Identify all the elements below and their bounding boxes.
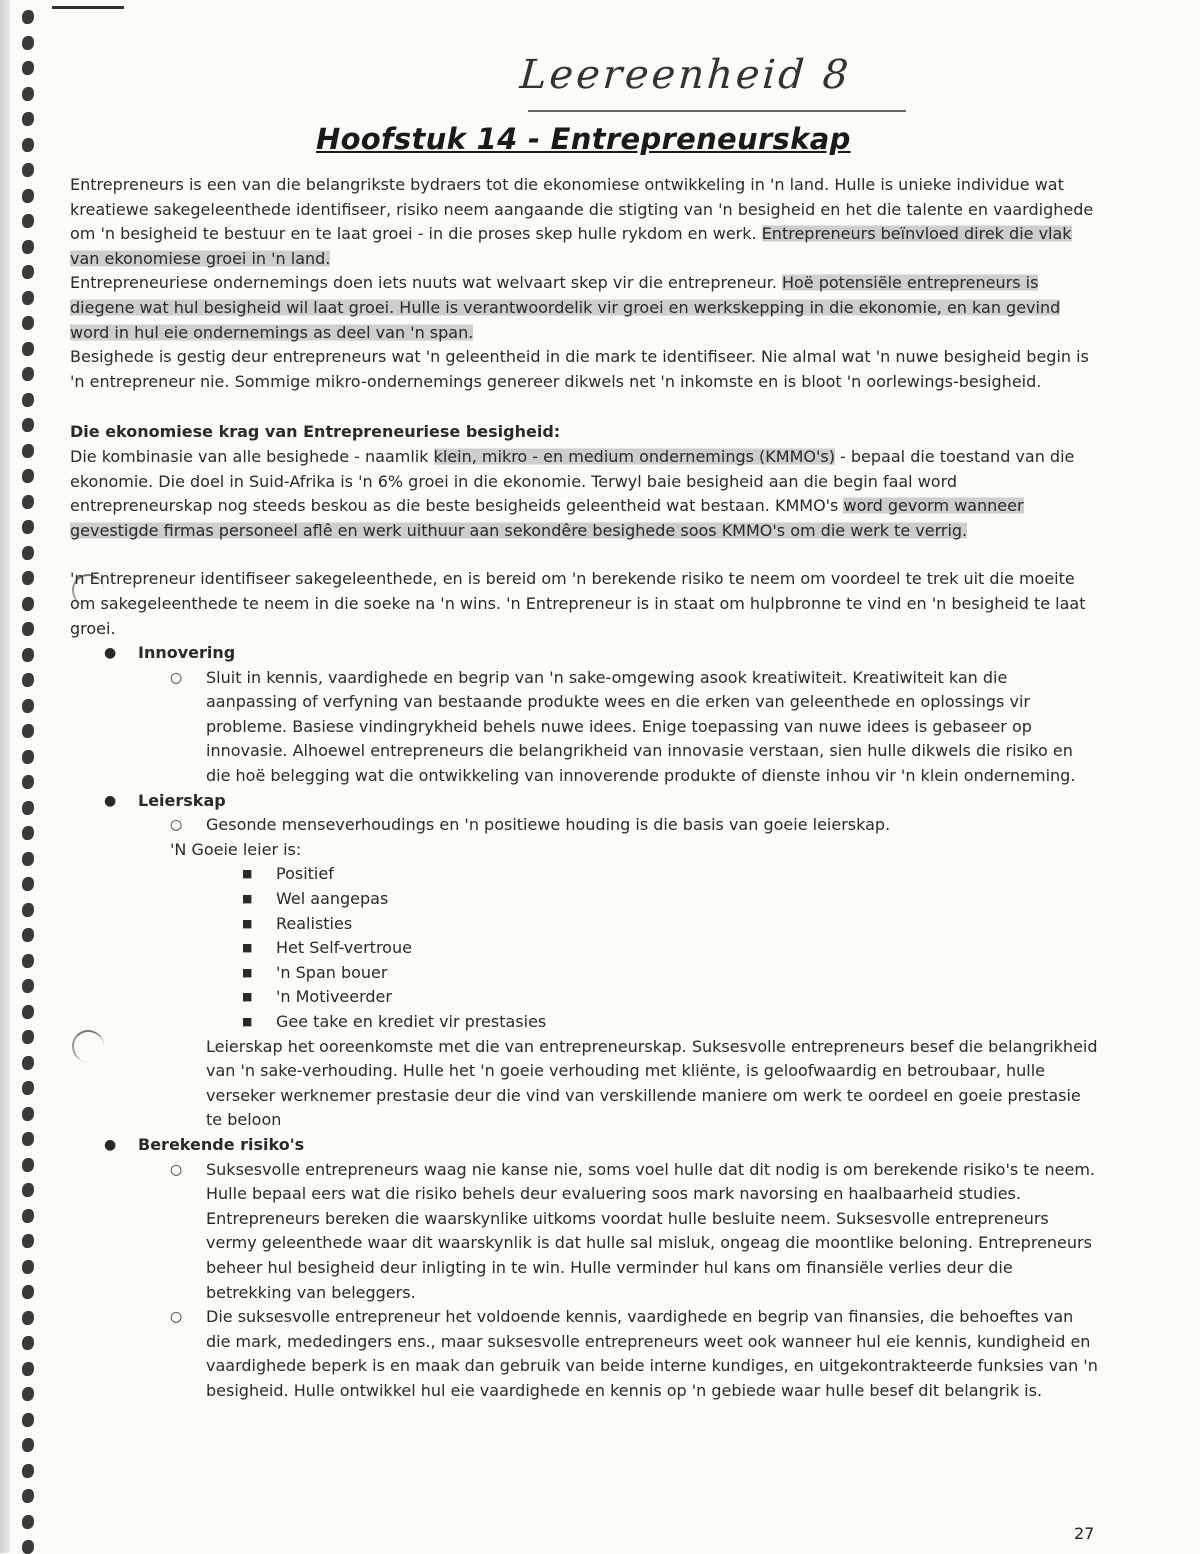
trait-text: Het Self-vertroue xyxy=(276,938,412,958)
binding-hole xyxy=(22,1209,34,1223)
intro-paragraph: Besighede is gestig deur entrepreneurs wat 'n geleentheid in die mark te identifiseer. Nie almal wat 'n nuwe besigheid begin is 'n entrepreneur nie. Sommige mikro-ondernemings genereer dikwels net 'n inkomste en is bloot 'n oorlewings-besigheid. xyxy=(70,347,1089,391)
binding-hole xyxy=(22,852,34,866)
section-heading: Die ekonomiese krag van Entrepreneuriese besigheid: xyxy=(70,422,561,442)
trait-item xyxy=(70,985,1100,1010)
intro-text: Entrepreneuriese ondernemings doen iets nuuts wat welvaart skep vir die entrepreneur. xyxy=(70,273,782,293)
binding-hole xyxy=(22,1311,34,1325)
binding-hole xyxy=(22,903,34,917)
body-text xyxy=(70,173,1100,1404)
trait-text: Realisties xyxy=(276,913,353,933)
binding-hole xyxy=(22,418,34,432)
square-bullet-icon: ■ xyxy=(242,916,253,930)
binding-hole xyxy=(22,1030,34,1044)
binding-hole xyxy=(22,520,34,534)
binding-hole xyxy=(22,1387,34,1401)
trait-item xyxy=(70,887,1100,912)
intro-paragraph xyxy=(70,173,1100,271)
binding-hole xyxy=(22,673,34,687)
binding-hole xyxy=(22,163,34,177)
trait-item xyxy=(70,912,1100,937)
bullet-label: Leierskap xyxy=(138,790,226,810)
binding-hole xyxy=(22,1056,34,1070)
binding-hole xyxy=(22,954,34,968)
square-bullet-icon: ■ xyxy=(242,1015,253,1028)
binding-hole xyxy=(22,597,34,611)
binding-hole xyxy=(22,622,34,636)
binding-hole xyxy=(22,1362,34,1376)
intro-text: Entrepreneurs is een van die belangrikste bydraers tot die ekonomiese ontwikkeling in 'n land. Hulle is unieke individue wat kreatiewe sakegeleenthede identifiseer, risiko neem aangaande die stigting van 'n besigheid en het die talente en vaardighede om 'n besigheid te bestuur en te laat groei - in die proses skep hulle rykdom en werk. xyxy=(70,175,1094,244)
binding-hole xyxy=(22,1005,34,1019)
binding-hole xyxy=(22,877,34,891)
entrepreneur-paragraph: 'n Entrepreneur identifiseer sakegeleenthede, en is bereid om 'n berekende risiko te neem om voordeel te trek uit die moeite om sakegeleenthede te neem in die soeke na 'n wins. 'n Entrepreneur is in staat om hulpbronne te vind en 'n besigheid te laat groei. xyxy=(70,569,1086,638)
intro-paragraph xyxy=(70,271,1100,345)
bullet-innovation xyxy=(70,641,1100,666)
binding-hole xyxy=(22,1081,34,1095)
sub-item xyxy=(70,666,1100,789)
sub-item-text: Suksesvolle entrepreneurs waag nie kanse nie, soms voel hulle dat dit nodig is om berekende risiko's te neem. Hulle bepaal eers wat die risiko behels deur evaluering soos mark navorsing en haalbaarheid studies. Entrepreneurs bereken die waarskynlike uitkoms voordat hulle besluite neem. Suksesvolle entrepreneurs vermy geleenthede waar dit waarskynlik is dat hulle sal misluk, ongeag die moontlike beloning. Entrepreneurs beheer hul besigheid deur inligting in te win. Hulle verminder hul kans om finansiële verlies deur die betrekking van beleggers. xyxy=(206,1159,1095,1302)
bullet-leadership xyxy=(70,789,1100,814)
binding-hole xyxy=(22,189,34,203)
binding-hole xyxy=(22,724,34,738)
trait-text: Gee take en krediet vir prestasies xyxy=(276,1012,547,1031)
binding-hole xyxy=(22,1540,34,1554)
binding-hole xyxy=(22,1336,34,1350)
sub-item xyxy=(70,1158,1100,1306)
economic-text: Die kombinasie van alle besighede - naamlik xyxy=(70,446,434,466)
binding-hole xyxy=(22,495,34,509)
chapter-title: Hoofstuk 14 - Entrepreneurskap xyxy=(316,122,851,156)
sub-item-text: Sluit in kennis, vaardighede en begrip van 'n sake-omgewing asook kreatiwiteit. Kreatiwiteit kan die aanpassing of verfyning van bestaande produkte wees en die erken van geleenthede en oplossings vir probleme. Basiese vindingrykheid behels nuwe idees. Enige toepassing van nuwe idees is gebaseer op innovasie. Alhoewel entrepreneurs die belangrikheid van innovasie verstaan, sien hulle dikwels die risiko en die hoë belegging wat die ontwikkeling van innoverende produkte of dienste inhou vir 'n klein onderneming. xyxy=(206,667,1076,786)
square-bullet-icon: ■ xyxy=(242,867,253,881)
bullet-dot-icon: ● xyxy=(104,792,117,809)
square-bullet-icon: ■ xyxy=(242,965,253,979)
binding-hole xyxy=(22,1107,34,1121)
binding-hole xyxy=(22,1464,34,1478)
bullet-dot-icon: ● xyxy=(104,645,117,662)
square-bullet-icon: ■ xyxy=(242,990,253,1004)
binding-hole xyxy=(22,775,34,789)
bullet-risk xyxy=(70,1133,1100,1158)
trait-item xyxy=(70,961,1100,986)
binding-hole xyxy=(22,61,34,75)
sub-item xyxy=(70,1305,1100,1403)
handwritten-title: Leereenheid 8 xyxy=(518,52,853,98)
binding-hole xyxy=(22,240,34,254)
sub-item-text: Die suksesvolle entrepreneur het voldoende kennis, vaardighede en begrip van finansies, die behoeftes van die mark, mededingers ens., maar suksesvolle entrepreneurs weet ook wanneer hul eie kennis, kundigheid en vaardighede beperk is en maak dan gebruik van beide interne kundiges, en uitgekontrakteerde funksies van 'n besigheid. Hulle ontwikkel hul eie vaardighede en kennis op 'n gebiede waar hulle besef dit belangrik is. xyxy=(206,1307,1098,1400)
binding-hole xyxy=(22,469,34,483)
leadership-summary: Leierskap het ooreenkomste met die van entrepreneurskap. Suksesvolle entrepreneurs besef die belangrikheid van 'n sake-verhouding. Hulle het 'n goeie verhouding met kliënte, is geloofwaardig en betroubaar, hulle verseker werknemer prestasie deur die vind van verskillende maniere om werk te oordeel en goeie prestasie te beloon xyxy=(206,1036,1098,1130)
top-pen-mark xyxy=(52,6,124,9)
binding-hole xyxy=(22,928,34,942)
page-number: 27 xyxy=(1074,1524,1095,1543)
binding-hole xyxy=(22,10,34,24)
bullet-label: Berekende risiko's xyxy=(138,1134,305,1154)
trait-item xyxy=(70,862,1100,887)
economic-paragraph xyxy=(70,445,1100,543)
binding-spine xyxy=(0,0,10,1553)
binding-hole xyxy=(22,648,34,662)
binding-hole xyxy=(22,979,34,993)
binding-hole xyxy=(22,1234,34,1248)
binding-hole xyxy=(22,1489,34,1503)
economic-text: - bepaal die toestand van die ekonomie. Die doel in Suid-Afrika is 'n 6% groei in die ekonomie. Terwyl baie besigheid aan die begin faal word entrepreneurskap nog steeds beskou as die beste besigheids geleentheid wat bestaan. KMMO's xyxy=(70,446,1075,516)
binding-hole xyxy=(22,316,34,330)
binding-hole xyxy=(22,1132,34,1146)
binding-hole xyxy=(22,138,34,152)
binding-hole xyxy=(22,1183,34,1197)
binding-hole xyxy=(22,801,34,815)
binding-hole xyxy=(22,87,34,101)
bullet-label: Innovering xyxy=(138,643,236,663)
binding-hole xyxy=(22,1260,34,1274)
binding-hole xyxy=(22,265,34,279)
highlighted-text: Hoë potensiële entrepreneurs is diegene wat hul besigheid wil laat groei. Hulle is verantwoordelik vir groei en werkskepping in die ekonomie, en kan gevind word in hul eie ondernemings as deel van 'n span. xyxy=(70,273,1061,342)
spiral-binding xyxy=(0,0,42,1553)
highlighted-text: Entrepreneurs beïnvloed direk die vlak van ekonomiese groei in 'n land. xyxy=(70,224,1072,268)
binding-hole xyxy=(22,36,34,50)
sub-item-text: Gesonde menseverhoudings en 'n positiewe houding is die basis van goeie leierskap. xyxy=(206,815,891,835)
trait-text: 'n Span bouer xyxy=(276,962,388,982)
binding-hole xyxy=(22,112,34,126)
binding-hole xyxy=(22,367,34,381)
binding-hole xyxy=(22,393,34,407)
trait-item xyxy=(70,1010,1100,1035)
binding-hole xyxy=(22,1285,34,1299)
leader-traits-list xyxy=(70,862,1100,1034)
trait-text: Wel aangepas xyxy=(276,889,389,909)
circle-bullet-icon: ○ xyxy=(170,669,183,686)
square-bullet-icon: ■ xyxy=(242,941,253,955)
binding-hole xyxy=(22,342,34,356)
binding-hole xyxy=(22,1515,34,1529)
circle-bullet-icon: ○ xyxy=(170,1309,183,1326)
binding-hole xyxy=(22,1158,34,1172)
binding-hole xyxy=(22,444,34,458)
binding-hole xyxy=(22,699,34,713)
highlighted-text: word gevorm wanneer gevestigde firmas personeel aflê en werk uithuur aan sekondêre besighede soos KMMO's om die werk te verrig. xyxy=(70,496,1024,540)
binding-hole xyxy=(22,214,34,228)
trait-text: 'n Motiveerder xyxy=(276,987,392,1007)
binding-hole xyxy=(22,291,34,305)
circle-bullet-icon: ○ xyxy=(170,817,183,834)
trait-text: Positief xyxy=(276,864,334,884)
binding-hole xyxy=(22,1413,34,1427)
bullet-dot-icon: ● xyxy=(104,1136,117,1153)
highlighted-text: klein, mikro - en medium ondernemings (KMMO's) xyxy=(433,446,835,466)
square-bullet-icon: ■ xyxy=(242,892,253,906)
sub-item xyxy=(70,813,1100,838)
handwritten-underline xyxy=(528,110,906,112)
binding-hole xyxy=(22,1438,34,1452)
binding-hole xyxy=(22,750,34,764)
leader-intro: 'N Goeie leier is: xyxy=(170,839,302,859)
binding-hole xyxy=(22,546,34,560)
binding-hole xyxy=(22,571,34,585)
trait-item xyxy=(70,936,1100,961)
binding-hole xyxy=(22,826,34,840)
circle-bullet-icon: ○ xyxy=(170,1161,183,1178)
